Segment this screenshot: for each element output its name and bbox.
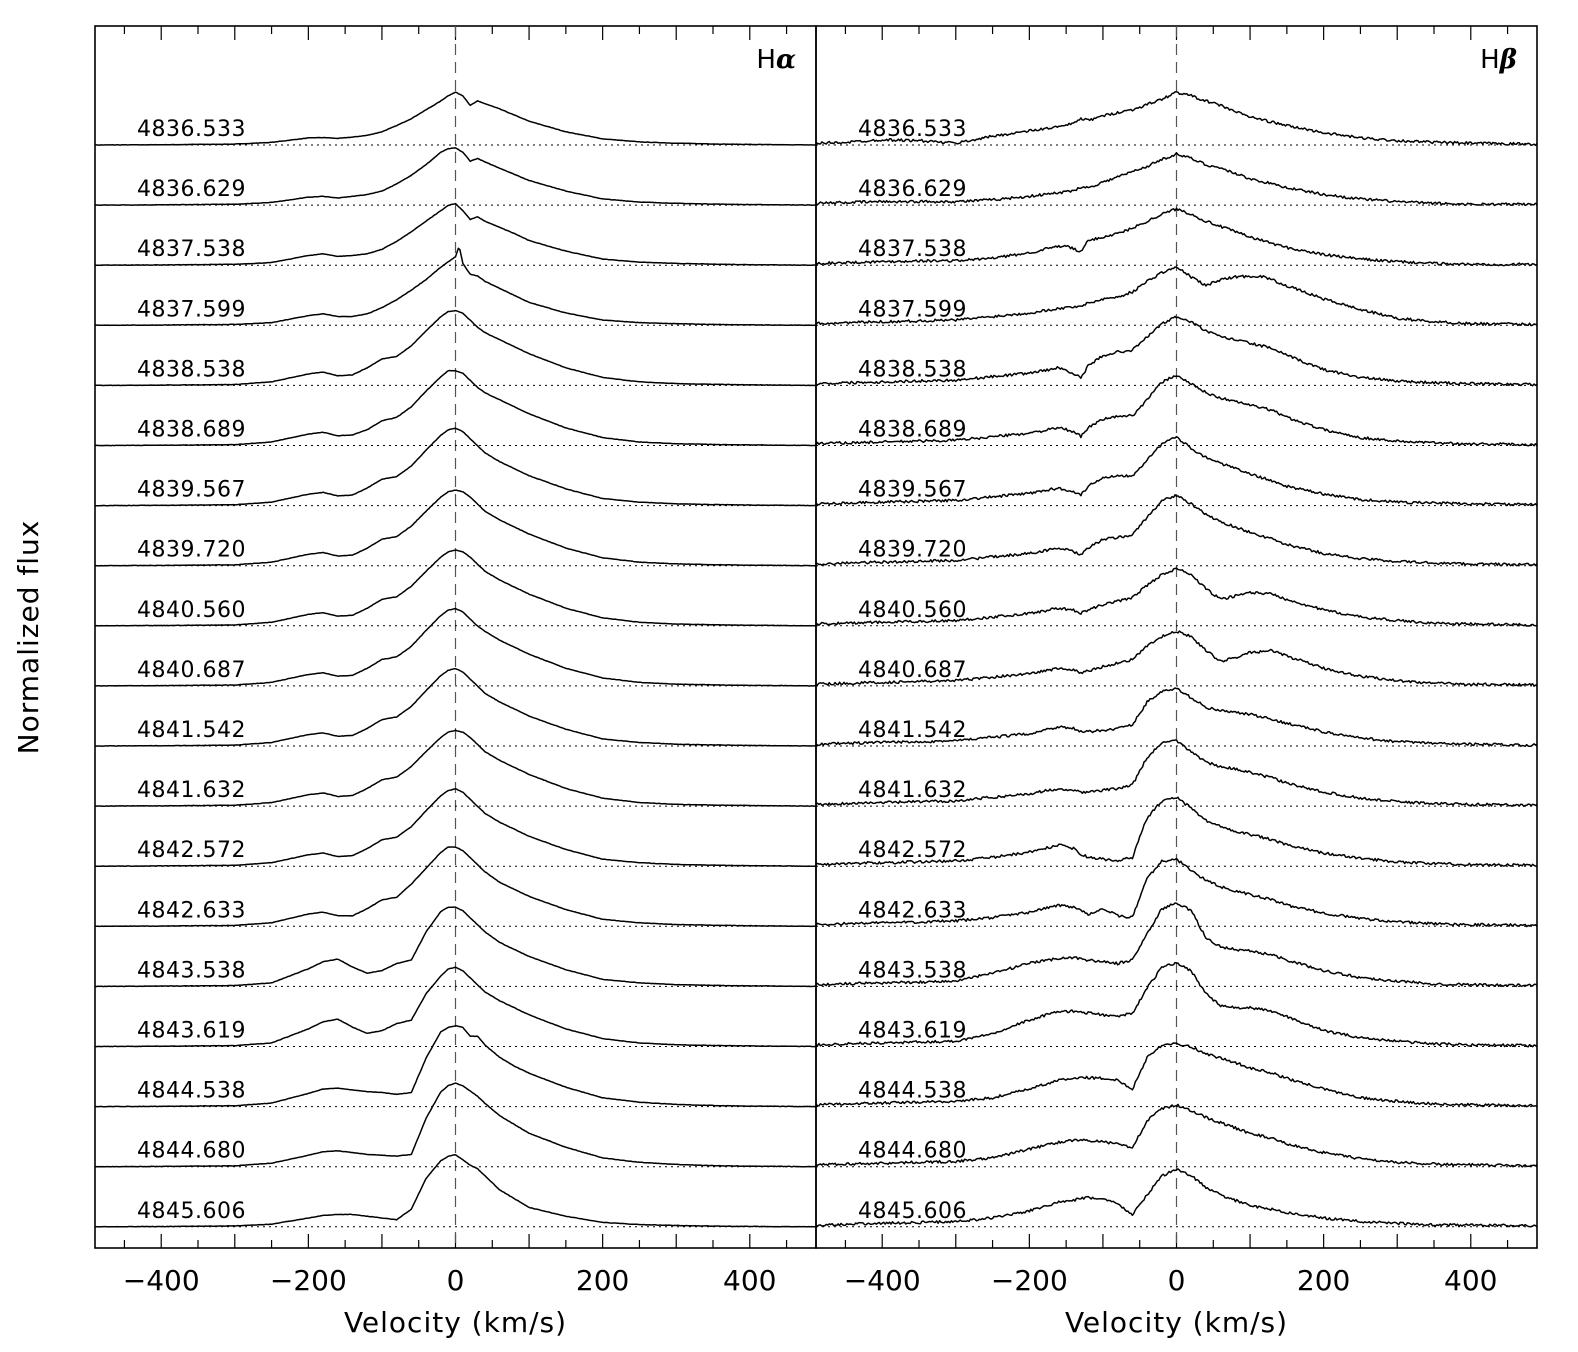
epoch-label: 4836.629: [858, 177, 967, 203]
x-tick-label: 200: [1296, 1264, 1351, 1297]
epoch-label: 4842.633: [858, 898, 967, 924]
epoch-label: 4838.689: [858, 417, 967, 443]
epoch-label: 4840.560: [137, 597, 246, 623]
epoch-label: 4839.720: [858, 537, 967, 563]
h-beta-panel: [816, 26, 1537, 1339]
epoch-label: 4838.689: [137, 417, 246, 443]
epoch-label: 4843.538: [137, 958, 246, 984]
panel-title: Hβ: [1480, 45, 1517, 75]
epoch-label: 4840.687: [858, 657, 967, 683]
epoch-label: 4839.567: [137, 477, 246, 503]
epoch-label: 4840.560: [858, 597, 967, 623]
epoch-label: 4843.619: [137, 1018, 246, 1044]
epoch-label: 4845.606: [137, 1198, 246, 1224]
epoch-label: 4837.599: [858, 297, 967, 323]
x-tick-label: −200: [990, 1264, 1068, 1297]
x-tick-label: −400: [843, 1264, 921, 1297]
epoch-label: 4844.680: [137, 1138, 246, 1164]
epoch-label: 4843.538: [858, 958, 967, 984]
epoch-label: 4841.542: [858, 718, 967, 743]
epoch-label: 4837.599: [137, 297, 246, 323]
epoch-label: 4845.606: [858, 1198, 967, 1224]
epoch-label: 4837.538: [858, 237, 967, 263]
epoch-label: 4841.632: [137, 778, 246, 804]
epoch-label: 4841.632: [858, 778, 967, 804]
x-axis-title: Velocity (km/s): [1064, 1306, 1289, 1339]
epoch-label: 4840.687: [137, 657, 246, 683]
h-alpha-panel: [95, 26, 816, 1339]
epoch-label: 4836.533: [858, 117, 967, 142]
epoch-label: 4839.720: [137, 537, 246, 563]
y-axis-title: Normalized flux: [12, 519, 45, 755]
x-tick-label: 400: [1444, 1264, 1498, 1297]
x-tick-label: 0: [1167, 1264, 1186, 1297]
x-axis-title: Velocity (km/s): [343, 1306, 568, 1339]
epoch-label: 4838.538: [137, 357, 246, 383]
epoch-label: 4842.572: [137, 838, 246, 864]
x-tick-label: −400: [122, 1264, 200, 1297]
epoch-label: 4838.538: [858, 357, 967, 383]
epoch-label: 4844.538: [137, 1078, 246, 1104]
epoch-label: 4837.538: [137, 237, 246, 263]
epoch-label: 4839.567: [858, 477, 967, 503]
epoch-label: 4844.680: [858, 1138, 967, 1164]
panel-title: Hα: [756, 45, 796, 75]
epoch-label: 4841.542: [137, 718, 246, 743]
epoch-label: 4844.538: [858, 1078, 967, 1104]
epoch-label: 4843.619: [858, 1018, 967, 1044]
epoch-label: 4842.633: [137, 898, 246, 924]
epoch-label: 4836.629: [137, 177, 246, 203]
x-tick-label: 200: [575, 1264, 630, 1297]
epoch-label: 4836.533: [137, 117, 246, 142]
epoch-label: 4842.572: [858, 838, 967, 864]
x-tick-label: 400: [723, 1264, 777, 1297]
x-tick-label: −200: [269, 1264, 347, 1297]
x-tick-label: 0: [446, 1264, 465, 1297]
